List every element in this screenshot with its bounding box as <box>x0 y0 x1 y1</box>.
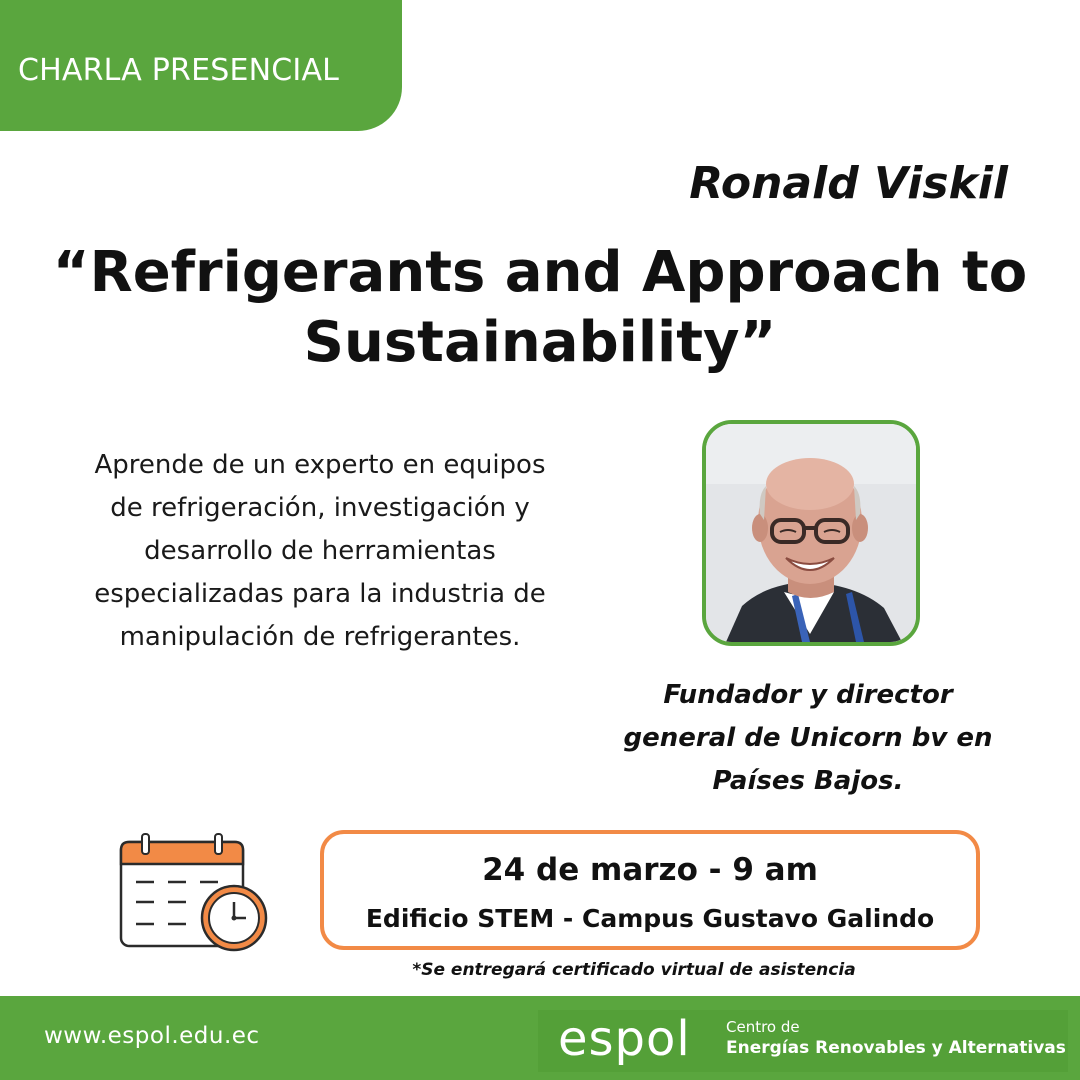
description-line: desarrollo de herramientas <box>144 536 496 566</box>
event-type-badge <box>0 0 402 131</box>
event-details-box <box>320 830 980 950</box>
footer-bar <box>0 996 1080 1080</box>
website-link[interactable]: www.espol.edu.ec <box>44 1023 260 1049</box>
espol-wordmark: espol <box>558 1011 691 1067</box>
speaker-portrait-illustration <box>706 424 916 642</box>
calendar-clock-icon <box>118 832 274 956</box>
description-line: Aprende de un experto en equipos <box>94 450 546 480</box>
center-name-line-2: Energías Renovables y Alternativas <box>726 1038 1066 1058</box>
center-name-line-1: Centro de <box>726 1018 800 1036</box>
talk-title-line-1: “Refrigerants and Approach to <box>52 240 1028 305</box>
event-date: 24 de marzo - 9 am <box>482 852 818 888</box>
espol-logo <box>538 1010 1068 1072</box>
description-line: manipulación de refrigerantes. <box>119 622 521 652</box>
speaker-name: Ronald Viskil <box>689 158 1008 209</box>
description-line: de refrigeración, investigación y <box>110 493 530 523</box>
speaker-role <box>600 674 1016 803</box>
event-venue: Edificio STEM - Campus Gustavo Galindo <box>365 904 935 933</box>
talk-title <box>30 238 1050 378</box>
speaker-photo <box>702 420 920 646</box>
talk-description <box>40 444 600 659</box>
certificate-note: *Se entregará certificado virtual de asistencia <box>412 960 856 980</box>
description-line: especializadas para la industria de <box>94 579 546 609</box>
role-line: Fundador y director <box>663 680 953 710</box>
role-line: general de Unicorn bv en <box>623 723 993 753</box>
event-type-label: CHARLA PRESENCIAL <box>18 53 340 88</box>
talk-title-line-2: Sustainability” <box>303 310 777 375</box>
role-line: Países Bajos. <box>712 766 904 796</box>
